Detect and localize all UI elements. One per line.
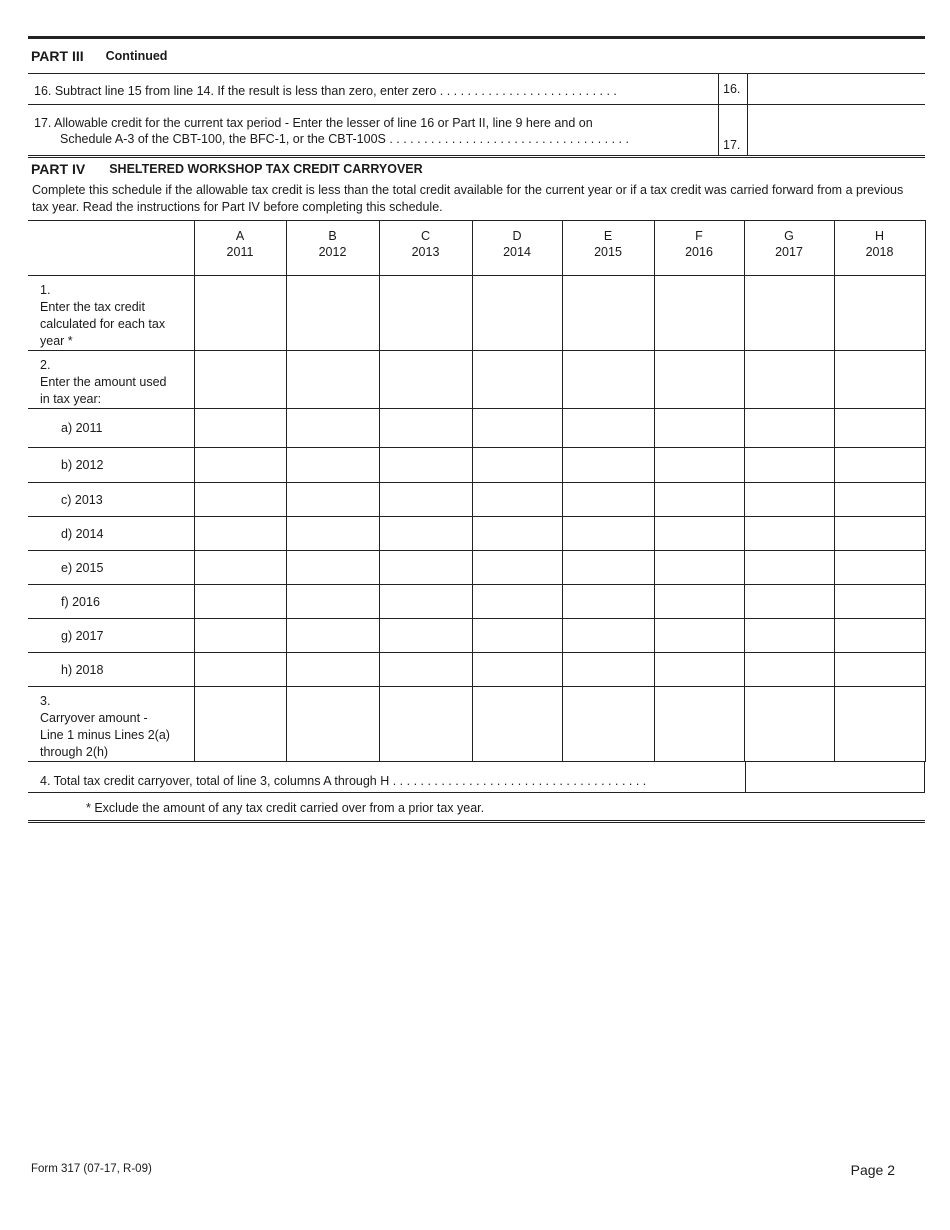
amount-cell[interactable] xyxy=(654,276,744,351)
table-header-row xyxy=(28,221,925,276)
row-2c xyxy=(28,483,925,517)
amount-cell[interactable] xyxy=(379,448,472,483)
part4-subtitle: SHELTERED WORKSHOP TAX CREDIT CARRYOVER xyxy=(109,162,423,176)
row-2c-label: c) 2013 xyxy=(28,483,194,517)
row-2b xyxy=(28,448,925,483)
amount-cell[interactable] xyxy=(472,687,562,762)
column-header-f xyxy=(654,221,744,276)
row-2e-label: e) 2015 xyxy=(28,551,194,585)
column-letter: E xyxy=(603,229,613,243)
amount-cell[interactable] xyxy=(379,551,472,585)
row-2h-label: h) 2018 xyxy=(28,653,194,687)
row-2-text: Enter the amount used in tax year: xyxy=(40,375,167,406)
amount-cell[interactable] xyxy=(654,653,744,687)
amount-cell[interactable] xyxy=(286,448,379,483)
amount-cell[interactable] xyxy=(286,351,379,409)
column-letter: D xyxy=(512,229,522,243)
row-2f xyxy=(28,585,925,619)
amount-cell[interactable] xyxy=(472,653,562,687)
column-letter: C xyxy=(420,229,431,243)
amount-cell[interactable] xyxy=(834,585,925,619)
amount-cell[interactable] xyxy=(194,276,286,351)
line-16-input[interactable] xyxy=(747,74,925,104)
amount-cell[interactable] xyxy=(472,409,562,448)
row-2-label xyxy=(28,351,194,409)
line-17-input[interactable] xyxy=(747,105,925,155)
part3-label: PART III xyxy=(31,48,84,64)
amount-cell[interactable] xyxy=(379,653,472,687)
footnote: * Exclude the amount of any tax credit carried over from a prior tax year. xyxy=(28,793,925,823)
amount-cell[interactable] xyxy=(654,551,744,585)
amount-cell[interactable] xyxy=(834,551,925,585)
part4-header xyxy=(28,155,925,180)
amount-cell[interactable] xyxy=(654,483,744,517)
amount-cell[interactable] xyxy=(744,483,834,517)
row-2h xyxy=(28,653,925,687)
line-17-text-1: 17. Allowable credit for the current tax period - Enter the lesser of line 16 or Part II, line 9 here and on xyxy=(34,116,593,130)
amount-cell[interactable] xyxy=(654,687,744,762)
column-letter: G xyxy=(784,229,794,243)
column-letter: H xyxy=(874,229,885,243)
amount-cell[interactable] xyxy=(834,483,925,517)
amount-cell[interactable] xyxy=(379,351,472,409)
amount-cell[interactable] xyxy=(834,448,925,483)
amount-cell[interactable] xyxy=(562,351,654,409)
amount-cell[interactable] xyxy=(286,276,379,351)
part3-subtitle: Continued xyxy=(105,49,168,63)
amount-cell[interactable] xyxy=(744,276,834,351)
carryover-table xyxy=(28,220,926,762)
row-2g xyxy=(28,619,925,653)
line-16-number: 16. xyxy=(718,74,747,104)
column-header-d xyxy=(472,221,562,276)
amount-cell[interactable] xyxy=(562,448,654,483)
column-header-b xyxy=(286,221,379,276)
line-17-number: 17. xyxy=(718,105,747,155)
column-header-h xyxy=(834,221,925,276)
row-1-label xyxy=(28,276,194,351)
line-16-row xyxy=(28,74,925,105)
amount-cell[interactable] xyxy=(744,517,834,551)
row-2e xyxy=(28,551,925,585)
row-2g-label: g) 2017 xyxy=(28,619,194,653)
column-header-e xyxy=(562,221,654,276)
line-17-row xyxy=(28,105,925,155)
row-2-number: 2. xyxy=(40,358,51,372)
amount-cell[interactable] xyxy=(834,517,925,551)
row-1-text: Enter the tax credit calculated for each tax year * xyxy=(40,300,166,348)
amount-cell[interactable] xyxy=(654,409,744,448)
amount-cell[interactable] xyxy=(286,517,379,551)
column-letter: F xyxy=(695,229,703,243)
amount-cell[interactable] xyxy=(379,585,472,619)
amount-cell[interactable] xyxy=(654,351,744,409)
amount-cell[interactable] xyxy=(194,483,286,517)
amount-cell[interactable] xyxy=(286,687,379,762)
column-year: 2018 xyxy=(865,245,894,259)
amount-cell[interactable] xyxy=(654,585,744,619)
amount-cell[interactable] xyxy=(379,517,472,551)
amount-cell[interactable] xyxy=(286,653,379,687)
amount-cell[interactable] xyxy=(472,351,562,409)
amount-cell[interactable] xyxy=(472,276,562,351)
amount-cell[interactable] xyxy=(472,551,562,585)
column-year: 2012 xyxy=(318,245,347,259)
amount-cell[interactable] xyxy=(379,276,472,351)
row-1-number: 1. xyxy=(40,283,51,297)
amount-cell[interactable] xyxy=(744,653,834,687)
column-year: 2014 xyxy=(503,245,531,259)
amount-cell[interactable] xyxy=(562,619,654,653)
row-1-credit-calculated xyxy=(28,276,925,351)
amount-cell[interactable] xyxy=(654,517,744,551)
amount-cell[interactable] xyxy=(286,483,379,517)
amount-cell[interactable] xyxy=(472,619,562,653)
amount-cell[interactable] xyxy=(379,619,472,653)
form-page xyxy=(28,36,925,823)
amount-cell[interactable] xyxy=(834,351,925,409)
amount-cell[interactable] xyxy=(562,551,654,585)
amount-cell[interactable] xyxy=(744,448,834,483)
amount-cell[interactable] xyxy=(472,585,562,619)
row-3-label xyxy=(28,687,194,762)
amount-cell[interactable] xyxy=(744,687,834,762)
column-year: 2016 xyxy=(685,245,713,259)
page-number: Page 2 xyxy=(850,1162,895,1178)
column-year: 2015 xyxy=(594,245,622,259)
column-year: 2013 xyxy=(411,245,440,259)
column-header-a xyxy=(194,221,286,276)
amount-cell[interactable] xyxy=(744,551,834,585)
row-3-carryover-amount xyxy=(28,687,925,762)
amount-cell[interactable] xyxy=(744,351,834,409)
amount-cell[interactable] xyxy=(562,409,654,448)
amount-cell[interactable] xyxy=(194,619,286,653)
amount-cell[interactable] xyxy=(194,687,286,762)
amount-cell[interactable] xyxy=(194,551,286,585)
column-header-g xyxy=(744,221,834,276)
amount-cell[interactable] xyxy=(379,409,472,448)
column-year: 2017 xyxy=(775,245,803,259)
amount-cell[interactable] xyxy=(286,409,379,448)
line-17-text xyxy=(28,105,718,155)
line-16-text: 16. Subtract line 15 from line 14. If the result is less than zero, enter zero . . . . . . . . . . . . . . . . . . . . . . . . . . xyxy=(34,84,617,98)
column-header-c xyxy=(379,221,472,276)
amount-cell[interactable] xyxy=(744,585,834,619)
amount-cell[interactable] xyxy=(472,483,562,517)
amount-cell[interactable] xyxy=(562,687,654,762)
row-3-number: 3. xyxy=(40,694,51,708)
row-3-text: Carryover amount - Line 1 minus Lines 2(a) through 2(h) xyxy=(40,711,170,759)
amount-cell[interactable] xyxy=(286,551,379,585)
row-2a-label: a) 2011 xyxy=(28,409,194,448)
amount-cell[interactable] xyxy=(834,409,925,448)
amount-cell[interactable] xyxy=(834,276,925,351)
amount-cell[interactable] xyxy=(194,517,286,551)
amount-cell[interactable] xyxy=(472,517,562,551)
amount-cell[interactable] xyxy=(286,585,379,619)
row-2d-label: d) 2014 xyxy=(28,517,194,551)
row-2d xyxy=(28,517,925,551)
form-identifier: Form 317 (07-17, R-09) xyxy=(31,1163,152,1175)
amount-cell[interactable] xyxy=(194,448,286,483)
amount-cell[interactable] xyxy=(562,585,654,619)
amount-cell[interactable] xyxy=(834,687,925,762)
amount-cell[interactable] xyxy=(194,409,286,448)
amount-cell[interactable] xyxy=(834,619,925,653)
amount-cell[interactable] xyxy=(654,448,744,483)
row-2b-label: b) 2012 xyxy=(28,448,194,483)
part3-header xyxy=(28,39,925,73)
amount-cell[interactable] xyxy=(744,619,834,653)
amount-cell[interactable] xyxy=(562,276,654,351)
amount-cell[interactable] xyxy=(194,585,286,619)
amount-cell[interactable] xyxy=(654,619,744,653)
amount-cell[interactable] xyxy=(379,687,472,762)
amount-cell[interactable] xyxy=(472,448,562,483)
part4-instructions: Complete this schedule if the allowable tax credit is less than the total credit available for the current year or if a tax credit was carried forward from a previous tax year. Read the instructions for Part IV before completing this schedule. xyxy=(32,183,904,214)
part4-label: PART IV xyxy=(31,161,86,177)
amount-cell[interactable] xyxy=(834,653,925,687)
amount-cell[interactable] xyxy=(562,653,654,687)
amount-cell[interactable] xyxy=(744,409,834,448)
amount-cell[interactable] xyxy=(562,483,654,517)
row-2-amount-used xyxy=(28,351,925,409)
line-17-text-2: Schedule A-3 of the CBT-100, the BFC-1, or the CBT-100S . . . . . . . . . . . . . . . . . . . . . . . . . . . . . . . . . . . xyxy=(60,132,629,146)
amount-cell[interactable] xyxy=(562,517,654,551)
column-year: 2011 xyxy=(226,245,254,259)
amount-cell[interactable] xyxy=(379,483,472,517)
row-2a xyxy=(28,409,925,448)
column-letter: B xyxy=(328,229,337,243)
amount-cell[interactable] xyxy=(194,351,286,409)
amount-cell[interactable] xyxy=(194,653,286,687)
amount-cell[interactable] xyxy=(286,619,379,653)
column-letter: A xyxy=(235,229,245,243)
header-blank-cell xyxy=(28,221,194,276)
line-4-input[interactable] xyxy=(745,762,925,792)
row-2f-label: f) 2016 xyxy=(28,585,194,619)
line-4-text: 4. Total tax credit carryover, total of line 3, columns A through H . . . . . . . . . . . . . . . . . . . . . . . . . . . . . . . . . . . . . xyxy=(40,774,647,788)
line-4-total-row xyxy=(28,762,925,793)
